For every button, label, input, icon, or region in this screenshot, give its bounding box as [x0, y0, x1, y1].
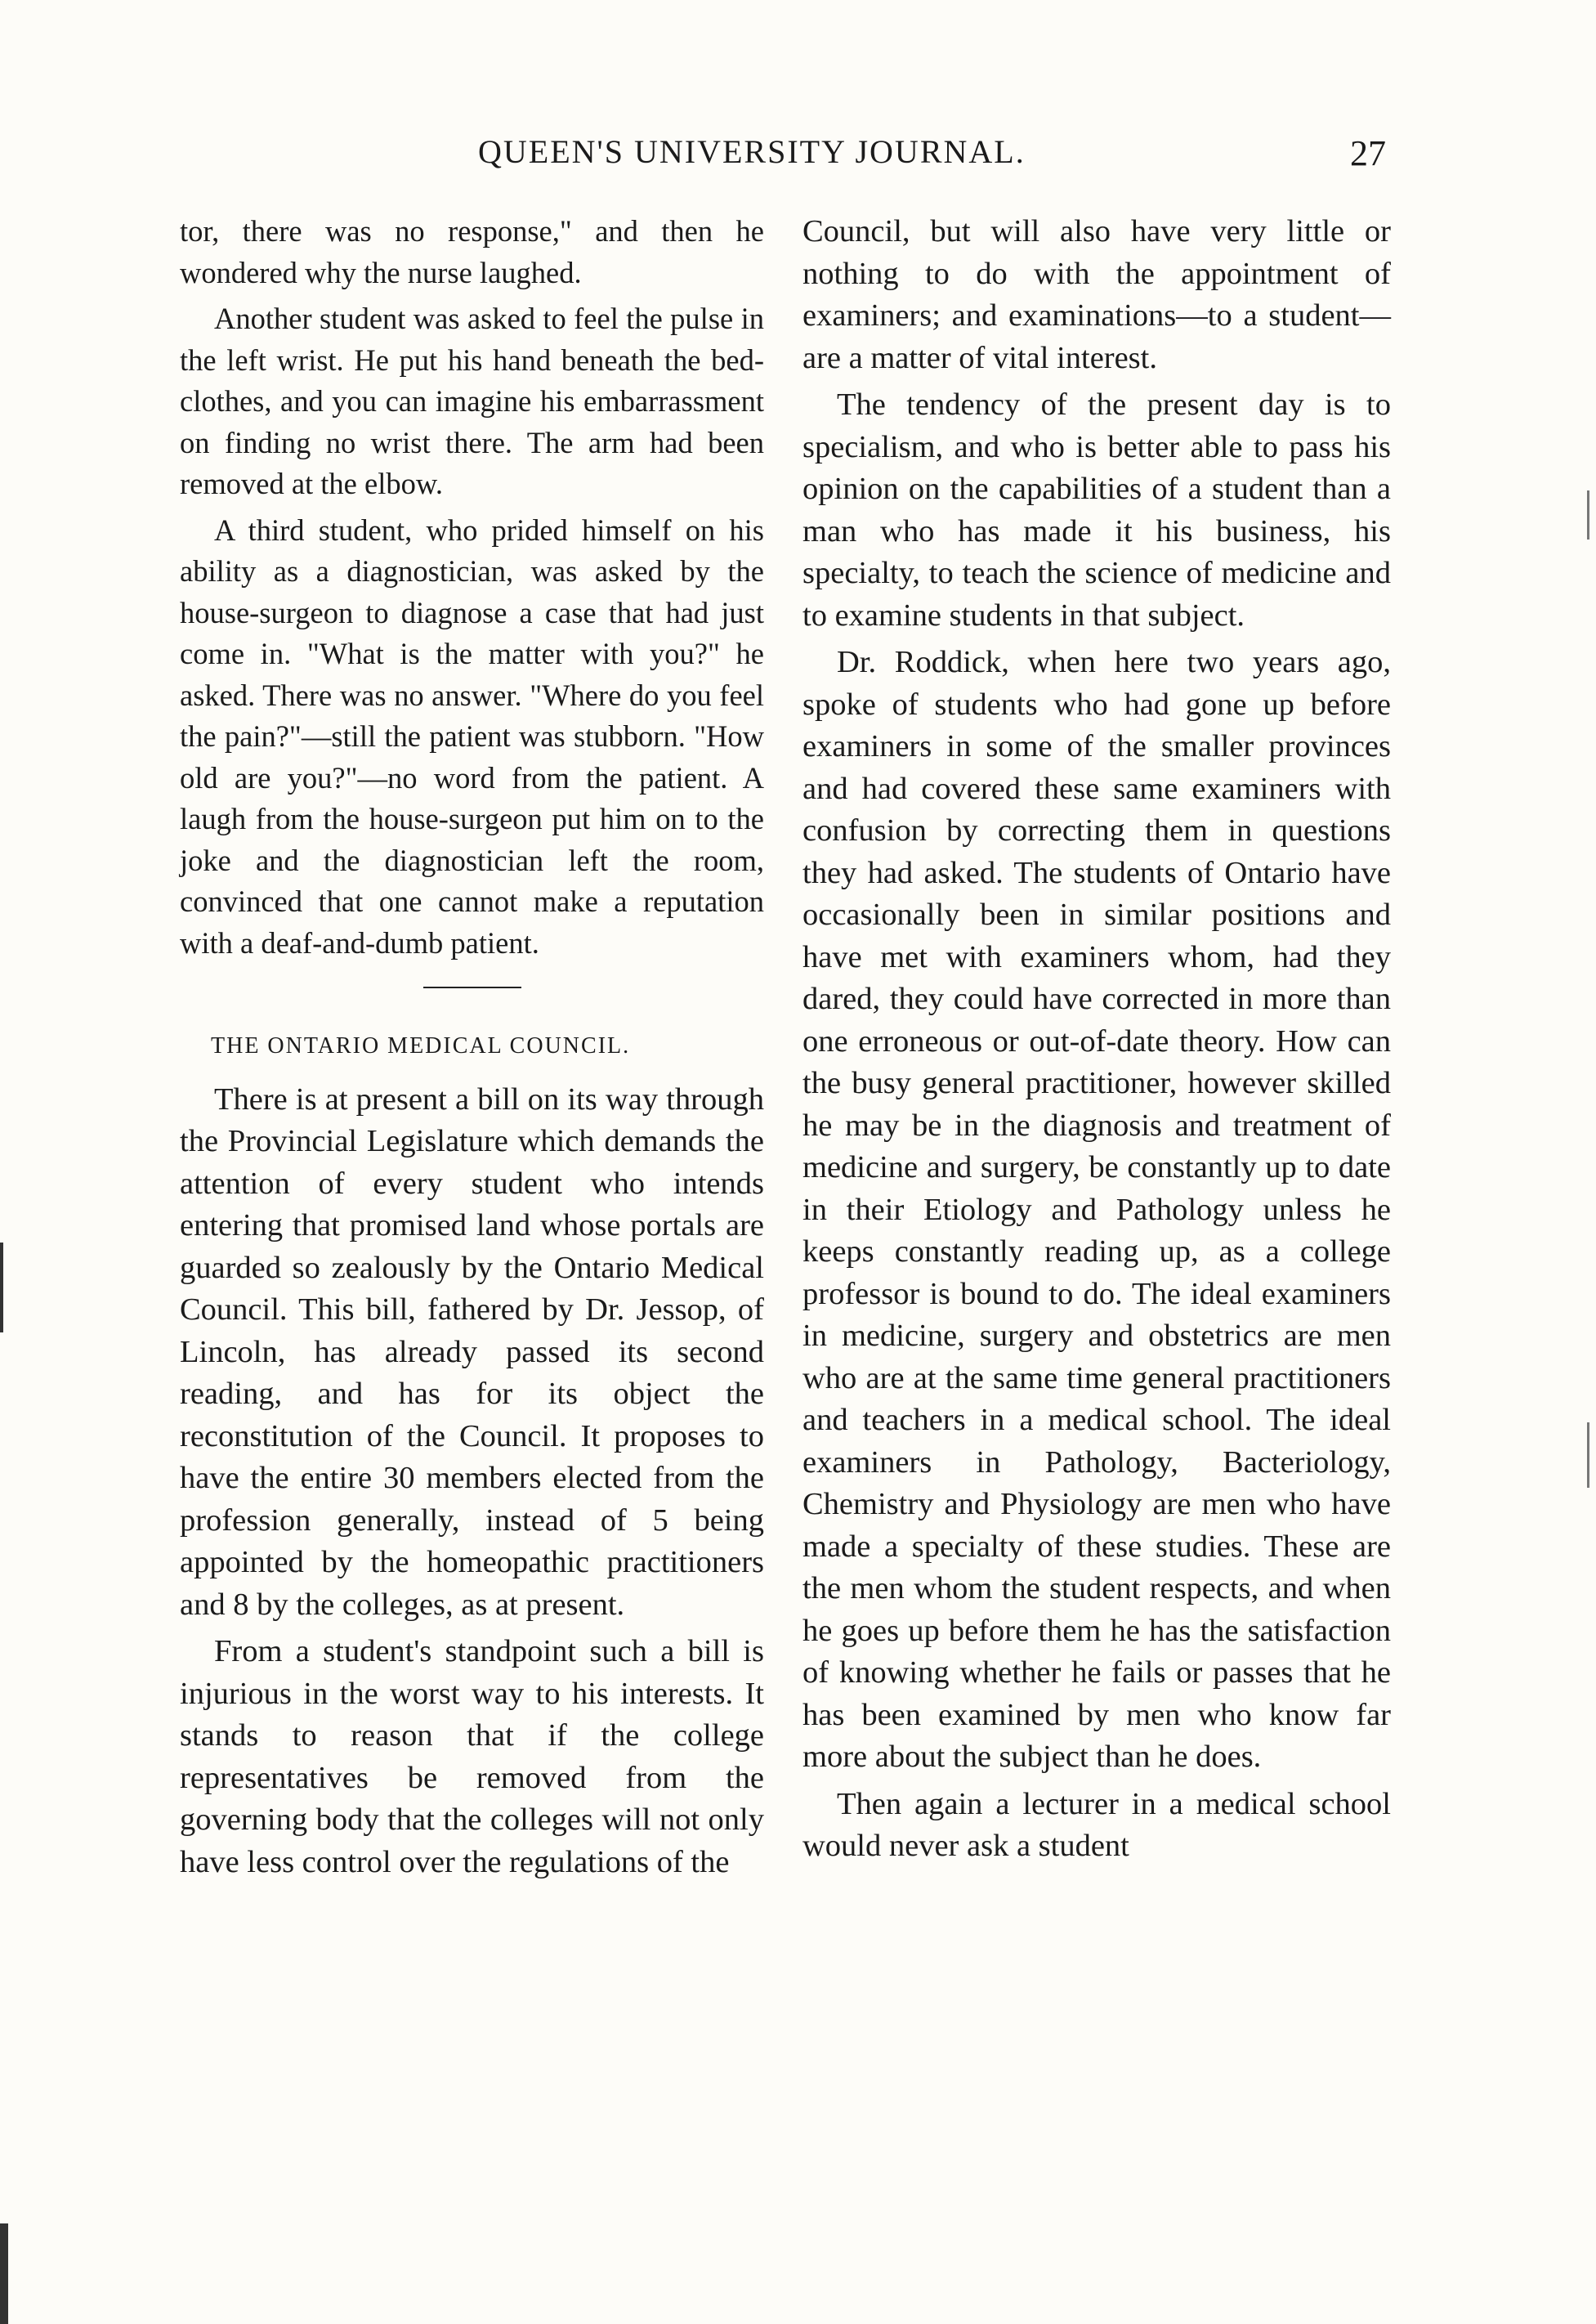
running-title: QUEEN'S UNIVERSITY JOURNAL. [478, 133, 1026, 170]
paragraph: Dr. Roddick, when here two years ago, spoke of students who had gone up before examiners in some of the smaller provinces and had covered these same examiners with confusion by correcting them in questions they had asked. The students of Ontario have occasionally been in similar positions and have met with examiners whom, had they dared, they could have corrected in more than one erroneous or out-of-date theory. How can the busy general practitioner, however skilled he may be in the diagnosis and treatment of medicine and surgery, be constantly up to date in their Etiology and Pathology unless he keeps constantly reading up, as a college professor is bound to do. The ideal examiners in medicine, surgery and obstetrics are men who are at the same time general practitioners and teachers in a medical school. The ideal examiners in Pathology, Bacteriology, Chemistry and Physiology are men who have made a specialty of these studies. These are the men whom the student respects, and when he goes up before them he has the satisfaction of knowing whether he fails or passes that he has been examined by men who know far more about the subject than he does. [802, 645, 1391, 1774]
scan-edge-mark [1587, 1422, 1589, 1488]
paragraph: tor, there was no response," and then he wondered why the nurse laughed. [180, 214, 764, 289]
section-divider [423, 987, 521, 988]
paragraph: From a student's standpoint such a bill is injurious in the worst way to his interests. It stands to reason that if the college representatives be removed from the governing body that the colleges will not only have less control over the regulations of the [180, 1634, 764, 1879]
scan-edge-mark [0, 2223, 8, 2324]
paragraph: Another student was asked to feel the pulse in the left wrist. He put his hand beneath the bed-clothes, and you can imagine his embarrassment on finding no wrist there. The arm had been removed at the elbow. [180, 302, 764, 500]
scan-edge-mark [0, 1243, 3, 1332]
paragraph: The tendency of the present day is to specialism, and who is better able to pass his opinion on the capabilities of a student than a man who has made it his business, his specialty, to teach the science of medicine and to examine students in that subject. [802, 387, 1391, 633]
paragraph: Then again a lecturer in a medical school would never ask a student [802, 1786, 1391, 1863]
left-column [180, 211, 764, 1888]
paragraph: There is at present a bill on its way through the Provincial Legislature which demands the attention of every student who intends entering that promised land whose portals are guarded so zealously by the Ontario Medical Council. This bill, fathered by Dr. Jessop, of Lincoln, has already passed its second reading, and has for its object the reconstitution of the Council. It proposes to have the entire 30 members elected from the profession generally, instead of 5 being appointed by the homeopathic practitioners and 8 by the colleges, as at present. [180, 1081, 764, 1622]
paragraph: Council, but will also have very little or nothing to do with the appointment of examiners; and examinations—to a student—are a matter of vital interest. [802, 214, 1391, 375]
page-number: 27 [1350, 133, 1386, 173]
scan-edge-mark [1587, 490, 1589, 540]
right-column [802, 211, 1391, 1873]
section-heading: THE ONTARIO MEDICAL COUNCIL. [211, 1033, 631, 1059]
paragraph: A third student, who prided himself on his ability as a diagnostician, was asked by the house-surgeon to diagnose a case that had just come in. "What is the matter with you?" he asked. There was no answer. "Where do you feel the pain?"—still the patient was stubborn. "How old are you?"—no word from the patient. A laugh from the house-surgeon put him on to the joke and the diagnostician left the room, convinced that one cannot make a reputation with a deaf-and-dumb patient. [180, 513, 764, 960]
